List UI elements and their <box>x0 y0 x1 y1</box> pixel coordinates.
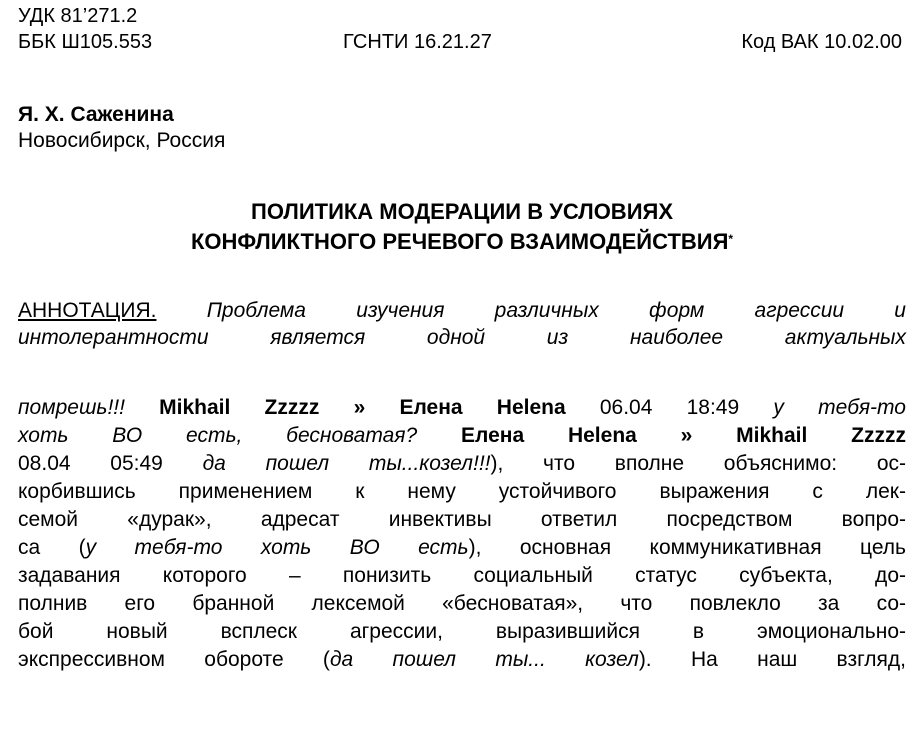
author-location: Новосибирск, Россия <box>18 129 226 152</box>
vak-code: Код ВАК 10.02.00 <box>741 31 902 53</box>
body-line: семой «дурак», адресат инвективы ответил посредством вопро- <box>18 508 906 531</box>
footnote-mark: * <box>728 232 734 246</box>
body-line: экспрессивном обороте (да пошел ты... козел). На наш взгляд, <box>18 648 906 671</box>
abstract-label: АННОТАЦИЯ. <box>18 299 157 322</box>
body-line: 08.04 05:49 да пошел ты...козел!!!), что вполне объяснимо: ос- <box>18 452 906 475</box>
bbk-code: ББК Ш105.553 <box>18 31 153 53</box>
title-line-2: КОНФЛИКТНОГО РЕЧЕВОГО ВЗАИМОДЕЙСТВИЯ* <box>190 229 734 254</box>
abstract-line-1: АННОТАЦИЯ. Проблема изучения различных форм агрессии и <box>18 299 906 322</box>
body-line: са (у тебя-то хоть ВО есть), основная коммуникативная цель <box>18 536 906 559</box>
body-fragment <box>18 394 906 674</box>
body-line: полнив его бранной лексемой «бесноватая», что повлекло за со- <box>18 592 906 615</box>
body-line: бой новый всплеск агрессии, выразившийся в эмоционально- <box>18 620 906 643</box>
author-name: Я. Х. Саженина <box>18 103 174 126</box>
body-line: помрешь!!! Mikhail Zzzzz » Елена Helena 06.04 18:49 у тебя-то <box>18 396 906 419</box>
udk-code: УДК 81’271.2 <box>18 5 138 27</box>
body-line: задавания которого – понизить социальный статус субъекта, до- <box>18 564 906 587</box>
title-line-1: ПОЛИТИКА МОДЕРАЦИИ В УСЛОВИЯХ <box>251 199 673 224</box>
body-line: хоть ВО есть, бесноватая? Елена Helena » Mikhail Zzzzz <box>18 424 906 447</box>
gsnti-code: ГСНТИ 16.21.27 <box>343 31 492 53</box>
abstract-line-2: интолерантности является одной из наиболее актуальных <box>18 326 906 349</box>
body-line: корбившись применением к нему устойчивого выражения с лек- <box>18 480 906 503</box>
